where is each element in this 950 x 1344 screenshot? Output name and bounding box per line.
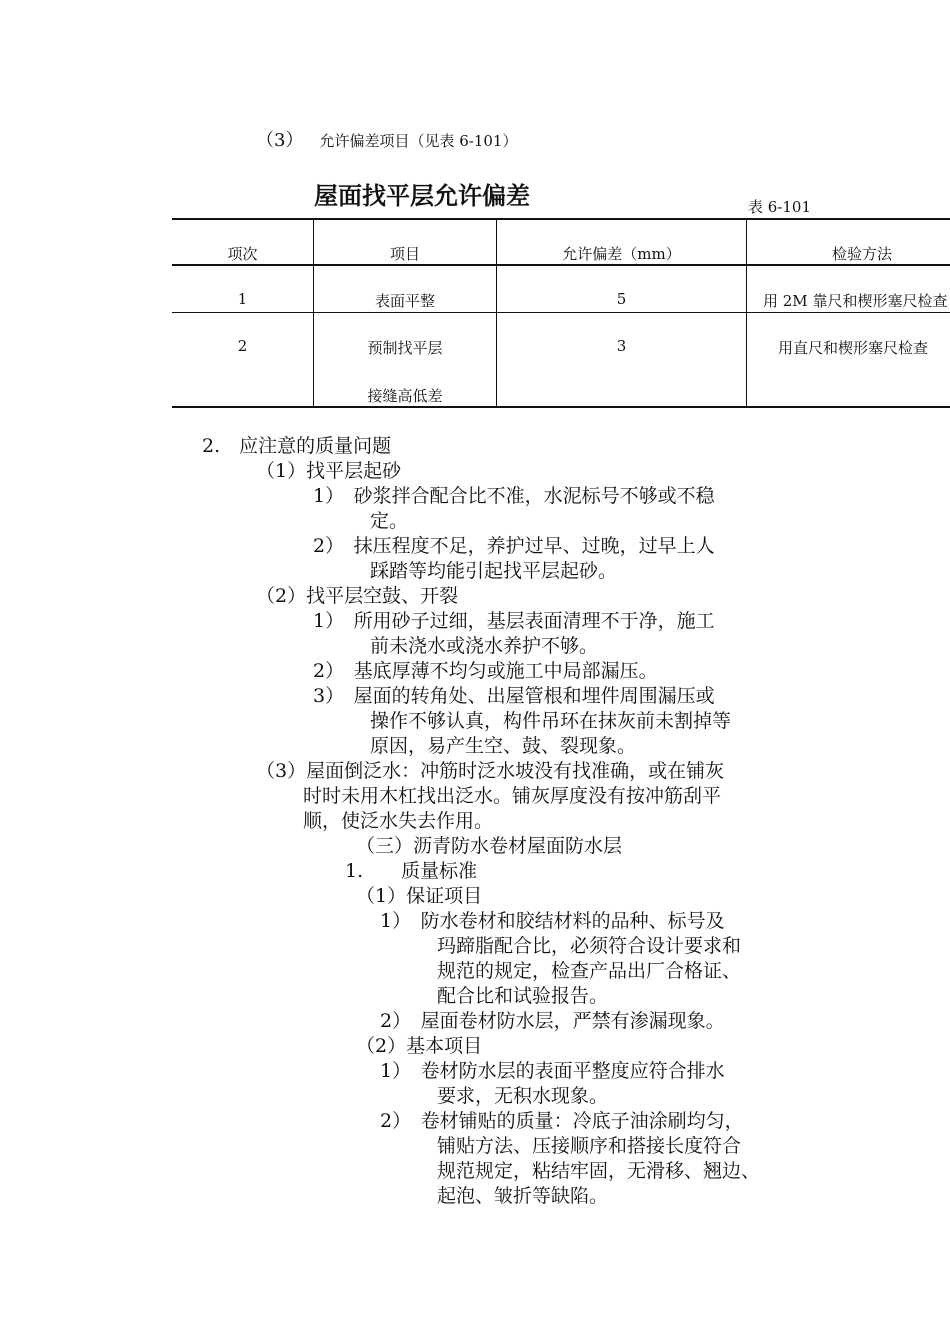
table-cell: 用直尺和楔形塞尺检查 <box>778 339 929 357</box>
table-cell: 接缝高低差 <box>367 387 443 405</box>
header-cell: 项目 <box>389 245 420 263</box>
list-item: 1） 防水卷材和胶结材料的品种、标号及 <box>380 910 725 932</box>
list-item-cont: 起泡、皱折等缺陷。 <box>437 1185 609 1207</box>
list-item-cont: 定。 <box>370 510 409 532</box>
list-item-cont: 踩踏等均能引起找平层起砂。 <box>370 560 618 582</box>
table-cell: 用 2M 靠尺和楔形塞尺检查 <box>763 292 948 310</box>
list-item-cont: 玛蹄脂配合比，必须符合设计要求和 <box>437 935 742 957</box>
subsection-heading: （2）找平层空鼓、开裂 <box>256 585 459 607</box>
table-row-rule <box>172 312 950 313</box>
list-item: 3） 屋面的转角处、出屋管根和埋件周围漏压或 <box>313 685 715 707</box>
subsection-heading: （1）找平层起砂 <box>256 460 402 482</box>
header-cell: 检验方法 <box>831 245 892 263</box>
subsection-heading: （1）保证项目 <box>356 885 483 907</box>
table-cell: 3 <box>616 337 627 355</box>
list-item: 2） 抹压程度不足，养护过早、过晚，过早上人 <box>313 535 715 557</box>
table-number: 表 6-101 <box>748 198 812 216</box>
subsection-heading: （2）基本项目 <box>356 1035 483 1057</box>
list-item-cont: 配合比和试验报告。 <box>437 985 609 1007</box>
list-item: 1） 砂浆拌合配合比不准，水泥标号不够或不稳 <box>313 485 715 507</box>
table-title: 屋面找平层允许偏差 <box>314 182 530 210</box>
intro-number: （3） <box>256 130 304 151</box>
list-item-cont: 规范的规定，检查产品出厂合格证、 <box>437 960 742 982</box>
table-header-rule <box>172 264 950 266</box>
intro-line <box>256 126 517 152</box>
list-item-cont: 规范规定，粘结牢固，无滑移、翘边、 <box>437 1160 761 1182</box>
table-bottom-rule <box>172 406 950 408</box>
section-heading: （三）沥青防水卷材屋面防水层 <box>356 835 623 857</box>
table-cell: 预制找平层 <box>367 339 443 357</box>
intro-text: 允许偏差项目（见表 6-101） <box>319 132 518 150</box>
table-cell: 2 <box>237 337 248 355</box>
section-heading: 1. 质量标准 <box>345 860 478 882</box>
list-item-cont: 操作不够认真，构件吊环在抹灰前未割掉等 <box>370 710 732 732</box>
header-cell: 项次 <box>227 245 258 263</box>
header-cell: 允许偏差（mm） <box>562 245 681 263</box>
list-item-cont: 铺贴方法、压接顺序和搭接长度符合 <box>437 1135 742 1157</box>
list-item: 1） 卷材防水层的表面平整度应符合排水 <box>380 1060 725 1082</box>
list-item: 1） 所用砂子过细，基层表面清理不于净，施工 <box>313 610 715 632</box>
list-item: 2） 卷材铺贴的质量：冷底子油涂刷均匀， <box>380 1110 744 1132</box>
table-cell: 表面平整 <box>374 292 435 310</box>
subsection-heading: （3）屋面倒泛水：冲筋时泛水坡没有找准确，或在铺灰 <box>256 760 725 782</box>
paragraph-cont: 时时未用木杠找出泛水。铺灰厚度没有按冲筋刮平 <box>303 785 722 807</box>
list-item-cont: 前未浇水或浇水养护不够。 <box>370 635 599 657</box>
list-item-cont: 原因，易产生空、鼓、裂现象。 <box>370 735 637 757</box>
table-cell: 1 <box>237 290 248 308</box>
table-cell: 5 <box>616 290 627 308</box>
section-heading: 2. 应注意的质量问题 <box>202 435 392 457</box>
paragraph-cont: 顺，使泛水失去作用。 <box>303 810 494 832</box>
list-item-cont: 要求，无积水现象。 <box>437 1085 609 1107</box>
table-top-rule <box>172 218 950 220</box>
list-item: 2） 基底厚薄不均匀或施工中局部漏压。 <box>313 660 658 682</box>
list-item: 2） 屋面卷材防水层，严禁有渗漏现象。 <box>380 1010 725 1032</box>
